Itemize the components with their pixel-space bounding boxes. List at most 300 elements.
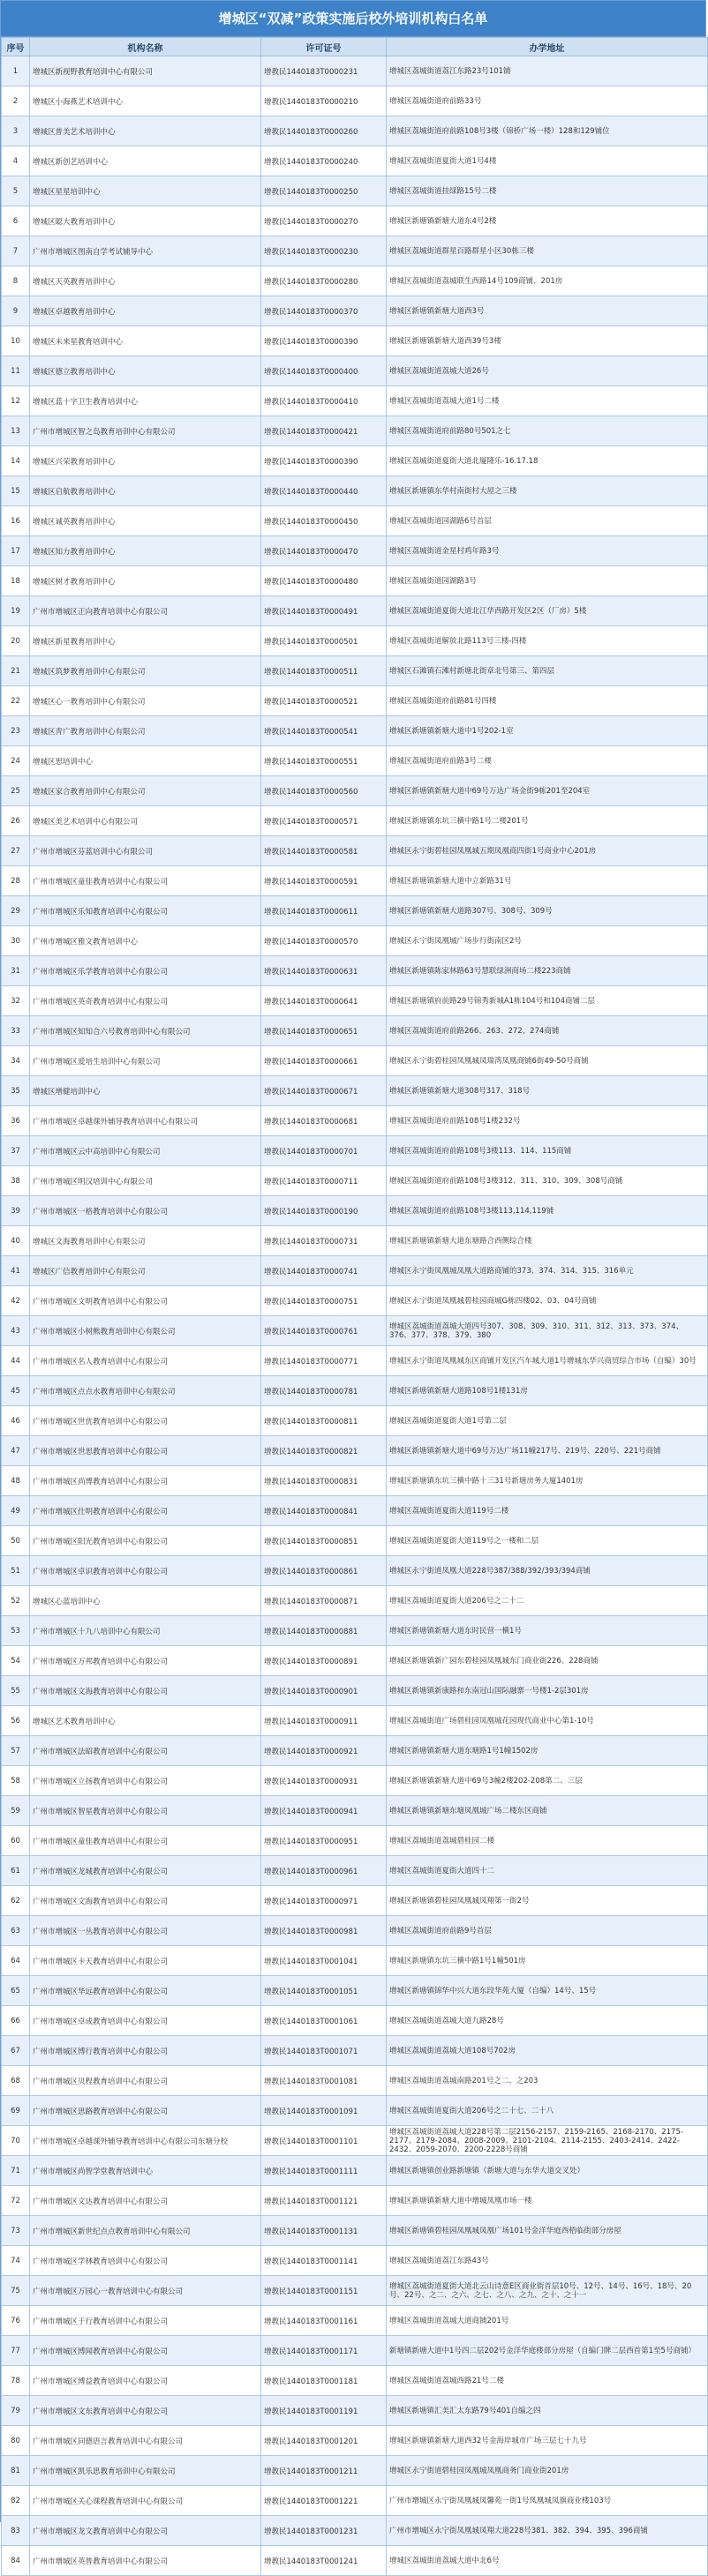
license-number: 增教民1440183T0001141 <box>261 2246 387 2276</box>
table-row <box>2 1226 708 1256</box>
row-index: 12 <box>2 386 30 416</box>
table-row <box>2 116 708 146</box>
row-index: 68 <box>2 2066 30 2096</box>
license-number: 增教民1440183T0000881 <box>261 1616 387 1646</box>
school-address: 增城区荔城街道荔城大道26号 <box>387 356 708 386</box>
table-row <box>2 1916 708 1946</box>
institution-name: 广州市增城区凯乐思教育培训中心有限公司 <box>30 2456 261 2486</box>
license-number: 增教民1440183T0000541 <box>261 716 387 746</box>
row-index: 26 <box>2 806 30 836</box>
license-number: 增教民1440183T0000631 <box>261 956 387 986</box>
row-index: 11 <box>2 356 30 386</box>
table-row <box>2 1976 708 2006</box>
license-number: 增教民1440183T0000771 <box>261 1346 387 1376</box>
table-row <box>2 1166 708 1196</box>
row-index: 43 <box>2 1316 30 1346</box>
row-index: 33 <box>2 1016 30 1046</box>
table-row <box>2 2096 708 2126</box>
row-index: 38 <box>2 1166 30 1196</box>
school-address: 增城区荔城街道夏街大道四十二 <box>387 1856 708 1886</box>
institution-name: 广州市增城区图南自学考试辅导中心 <box>30 236 261 266</box>
school-address: 增城区石滩镇石滩村新塘北街章北号第三、第四层 <box>387 656 708 686</box>
institution-name: 广州市增城区关心课程教育培训中心有限公司 <box>30 2486 261 2516</box>
table-row <box>2 1556 708 1586</box>
row-index: 27 <box>2 836 30 866</box>
table-row <box>2 536 708 566</box>
institution-name: 广州市增城区文海教育培训中心有限公司 <box>30 1676 261 1706</box>
institution-name: 广州市增城区一格教育培训中心有限公司 <box>30 1196 261 1226</box>
institution-name: 广州市增城区博行教育培训中心有限公司 <box>30 2036 261 2066</box>
school-address: 增城区荔城街道荔城大道228号第二层2156-2157、2159-2165、2168-2170、2175-2177、2179-2084、2008-2009、2101-2104、2114-2155、2403-2414、2422-2432、2059-2070、2200-2228号商铺 <box>387 2126 708 2156</box>
school-address: 增城区荔城街道解放北路113号三楼-四楼 <box>387 626 708 656</box>
row-index: 55 <box>2 1676 30 1706</box>
institution-name: 广州市增城区乐学教育培训中心有限公司 <box>30 956 261 986</box>
table-row <box>2 2366 708 2396</box>
school-address: 增城区新塘镇东华村南街村大屋之三楼 <box>387 476 708 506</box>
whitelist-table <box>1 37 708 2576</box>
row-index: 44 <box>2 1346 30 1376</box>
table-row <box>2 1016 708 1046</box>
school-address: 增城区荔城街道荔城西路21号二楼 <box>387 2366 708 2396</box>
table-row <box>2 1826 708 1856</box>
institution-name: 广州市增城区博益教育培训中心有限公司 <box>30 2366 261 2396</box>
table-row <box>2 1466 708 1496</box>
institution-name: 增城区未来星教育培训中心 <box>30 326 261 356</box>
row-index: 9 <box>2 296 30 326</box>
license-number: 增教民1440183T0000681 <box>261 1106 387 1136</box>
school-address: 增城区荔城街道荔江东路23号101铺 <box>387 56 708 86</box>
institution-name: 增城区增健培训中心 <box>30 1076 261 1106</box>
school-address: 增城区新塘镇府前路29号锦秀新城A1栋104号和104商铺二层 <box>387 986 708 1016</box>
institution-name: 广州市增城区法昭教育培训中心有限公司 <box>30 1736 261 1766</box>
row-index: 8 <box>2 266 30 296</box>
institution-name: 增城区家合教育培训中心有限公司 <box>30 776 261 806</box>
table-row <box>2 776 708 806</box>
school-address: 增城区荔城街道荔城南路201号之二、之203 <box>387 2066 708 2096</box>
license-number: 增教民1440183T0001161 <box>261 2306 387 2336</box>
license-number: 增教民1440183T0000611 <box>261 896 387 926</box>
license-number: 增教民1440183T0001101 <box>261 2126 387 2156</box>
license-number: 增教民1440183T0000841 <box>261 1496 387 1526</box>
row-index: 28 <box>2 866 30 896</box>
row-index: 22 <box>2 686 30 716</box>
institution-name: 广州市增城区龙城教育培训中心有限公司 <box>30 1856 261 1886</box>
school-address: 增城区荔城街道荔城碧桂园二楼 <box>387 1826 708 1856</box>
table-row <box>2 1676 708 1706</box>
table-row <box>2 2036 708 2066</box>
license-number: 增教民1440183T0001221 <box>261 2486 387 2516</box>
license-number: 增教民1440183T0000210 <box>261 86 387 116</box>
institution-name: 广州市增城区卓越课外辅导教育培训中心有限公司东塘分校 <box>30 2126 261 2156</box>
table-row <box>2 1766 708 1796</box>
institution-name: 增城区青广教育培训中心有限公司 <box>30 716 261 746</box>
institution-name: 广州市增城区童佳教育培训中心有限公司 <box>30 1826 261 1856</box>
table-row <box>2 1256 708 1286</box>
row-index: 48 <box>2 1466 30 1496</box>
license-number: 增教民1440183T0001231 <box>261 2516 387 2546</box>
school-address: 增城区新塘镇新塘大道中增城凤凰市场一楼 <box>387 2186 708 2216</box>
table-row <box>2 1526 708 1556</box>
row-index: 2 <box>2 86 30 116</box>
license-number: 增教民1440183T0000671 <box>261 1076 387 1106</box>
institution-name: 广州市增城区学林教育培训中心有限公司 <box>30 2246 261 2276</box>
table-row <box>2 836 708 866</box>
school-address: 增城区新塘镇汇美汇太东路79号401自编之四 <box>387 2396 708 2426</box>
table-row <box>2 176 708 206</box>
table-row <box>2 2456 708 2486</box>
school-address: 增城区荔城街道金星村鸡年路3号 <box>387 536 708 566</box>
row-index: 10 <box>2 326 30 356</box>
license-number: 增教民1440183T0000811 <box>261 1406 387 1436</box>
institution-name: 广州市增城区龙文教育培训中心有限公司 <box>30 2516 261 2546</box>
school-address: 广州市增城区永宁街凤凰城凤馨苑一街1号凤凰城凤旗商业楼103号 <box>387 2486 708 2516</box>
school-address: 增城区荔城街道群星百路群星小区30栋三楼 <box>387 236 708 266</box>
license-number: 增教民1440183T0001081 <box>261 2066 387 2096</box>
row-index: 47 <box>2 1436 30 1466</box>
license-number: 增教民1440183T0000761 <box>261 1316 387 1346</box>
row-index: 59 <box>2 1796 30 1826</box>
row-index: 66 <box>2 2006 30 2036</box>
institution-name: 广州市增城区尚博教育培训中心有限公司 <box>30 1466 261 1496</box>
school-address: 增城区荔城街道荔城大道商铺201号 <box>387 2306 708 2336</box>
table-row <box>2 2066 708 2096</box>
row-index: 6 <box>2 206 30 236</box>
school-address: 增城区新塘镇锦华中兴大道东段华苑大厦（自编）14号、15号 <box>387 1976 708 2006</box>
table-row <box>2 2426 708 2456</box>
table-row <box>2 56 708 86</box>
table-row <box>2 596 708 626</box>
table-row <box>2 1796 708 1826</box>
row-index: 71 <box>2 2156 30 2186</box>
table-row <box>2 296 708 326</box>
school-address: 增城区荔城街道荔城大道四号307、308、309、310、311、312、313、373、374、376、377、378、379、380 <box>387 1316 708 1346</box>
license-number: 增教民1440183T0000891 <box>261 1646 387 1676</box>
institution-name: 广州市增城区阳光教育培训中心有限公司 <box>30 1526 261 1556</box>
column-header-index: 序号 <box>2 38 30 56</box>
table-row <box>2 206 708 236</box>
institution-name: 增城区筑梦教育培训中心有限公司 <box>30 656 261 686</box>
school-address: 增城区荔城街道荔城大道中北6号 <box>387 2546 708 2576</box>
institution-name: 增城区诚英教育培训中心 <box>30 506 261 536</box>
table-row <box>2 806 708 836</box>
row-index: 73 <box>2 2216 30 2246</box>
license-number: 增教民1440183T0000521 <box>261 686 387 716</box>
table-row <box>2 1346 708 1376</box>
table-row <box>2 896 708 926</box>
institution-name: 增城区新星教育培训中心 <box>30 626 261 656</box>
institution-name: 广州市增城区文明教育培训中心有限公司 <box>30 1286 261 1316</box>
school-address: 增城区新塘镇新塘大道东塘路合西侧综合楼 <box>387 1226 708 1256</box>
institution-name: 增城区天英教育培训中心 <box>30 266 261 296</box>
row-index: 5 <box>2 176 30 206</box>
institution-name: 增城区知力教育培训中心 <box>30 536 261 566</box>
license-number: 增教民1440183T0000651 <box>261 1016 387 1046</box>
table-row <box>2 386 708 416</box>
school-address: 增城区永宁街碧桂园凤凰城五期凤凰商四街1号商业中心201房 <box>387 836 708 866</box>
school-address: 增城区荔城街道夏街大道206号之二十二 <box>387 1586 708 1616</box>
institution-name: 增城区心蓝培训中心 <box>30 1586 261 1616</box>
table-row <box>2 2006 708 2036</box>
license-number: 增教民1440183T0000400 <box>261 356 387 386</box>
row-index: 14 <box>2 446 30 476</box>
table-row <box>2 2486 708 2516</box>
row-index: 51 <box>2 1556 30 1586</box>
school-address: 增城区新塘镇新广园东碧桂园凤凰城东门商业街226、228商铺 <box>387 1646 708 1676</box>
table-row <box>2 2306 708 2336</box>
license-number: 增教民1440183T0000941 <box>261 1796 387 1826</box>
license-number: 增教民1440183T0001151 <box>261 2276 387 2306</box>
row-index: 77 <box>2 2336 30 2366</box>
table-row <box>2 446 708 476</box>
institution-name: 广州市增城区思路教育培训中心有限公司 <box>30 2096 261 2126</box>
license-number: 增教民1440183T0000470 <box>261 536 387 566</box>
table-row <box>2 1706 708 1736</box>
institution-name: 广州市增城区文东教育培训中心有限公司 <box>30 2396 261 2426</box>
institution-name: 增城区新创艺培训中心 <box>30 146 261 176</box>
school-address: 增城区新塘镇新塘大道东时民营一横1号 <box>387 1616 708 1646</box>
row-index: 64 <box>2 1946 30 1976</box>
license-number: 增教民1440183T0000731 <box>261 1226 387 1256</box>
school-address: 增城区新塘镇东坑三横中路十三31号新塘房务大厦1401房 <box>387 1466 708 1496</box>
license-number: 增教民1440183T0000511 <box>261 656 387 686</box>
license-number: 增教民1440183T0001061 <box>261 2006 387 2036</box>
institution-name: 广州市增城区智之岛教育培训中心有限公司 <box>30 416 261 446</box>
license-number: 增教民1440183T0000871 <box>261 1586 387 1616</box>
school-address: 增城区荔城街道府前路33号 <box>387 86 708 116</box>
row-index: 49 <box>2 1496 30 1526</box>
license-number: 增教民1440183T0000831 <box>261 1466 387 1496</box>
table-row <box>2 2186 708 2216</box>
school-address: 增城区荔城街道广场碧桂园凤凰城花园现代商业中心第1-10号 <box>387 1706 708 1736</box>
license-number: 增教民1440183T0000741 <box>261 1256 387 1286</box>
row-index: 56 <box>2 1706 30 1736</box>
license-number: 增教民1440183T0000390 <box>261 326 387 356</box>
row-index: 63 <box>2 1916 30 1946</box>
institution-name: 广州市增城区童佳教育培训中心有限公司 <box>30 866 261 896</box>
institution-name: 广州市增城区名人教育培训中心有限公司 <box>30 1346 261 1376</box>
row-index: 75 <box>2 2276 30 2306</box>
table-row <box>2 2396 708 2426</box>
row-index: 19 <box>2 596 30 626</box>
license-number: 增教民1440183T0000570 <box>261 926 387 956</box>
license-number: 增教民1440183T0000260 <box>261 116 387 146</box>
row-index: 83 <box>2 2516 30 2546</box>
license-number: 增教民1440183T0000421 <box>261 416 387 446</box>
license-number: 增教民1440183T0000901 <box>261 1676 387 1706</box>
institution-name: 增城区文海教育培训中心有限公司 <box>30 1226 261 1256</box>
table-row <box>2 1106 708 1136</box>
row-index: 37 <box>2 1136 30 1166</box>
license-number: 增教民1440183T0000560 <box>261 776 387 806</box>
school-address: 增城区荔城街道荔城大道1号二楼 <box>387 386 708 416</box>
school-address: 增城区新塘镇新塘大道东4号2楼 <box>387 206 708 236</box>
row-index: 46 <box>2 1406 30 1436</box>
table-row <box>2 2546 708 2576</box>
school-address: 增城区荔城街道府前路80号501之七 <box>387 416 708 446</box>
institution-name: 广州市增城区于行教育培训中心有限公司 <box>30 2306 261 2336</box>
table-row <box>2 1316 708 1346</box>
institution-name: 增城区树才教育培训中心 <box>30 566 261 596</box>
row-index: 50 <box>2 1526 30 1556</box>
institution-name: 广州市增城区英奇教育培训中心有限公司 <box>30 986 261 1016</box>
table-row <box>2 1646 708 1676</box>
school-address: 增城区新塘镇创业路新塘镇（新塘大道与东华大道交叉处） <box>387 2156 708 2186</box>
row-index: 62 <box>2 1886 30 1916</box>
institution-name: 广州市增城区十九八培训中心有限公司 <box>30 1616 261 1646</box>
school-address: 增城区新塘镇新塘大道路108号1楼131房 <box>387 1376 708 1406</box>
license-number: 增教民1440183T0000440 <box>261 476 387 506</box>
license-number: 增教民1440183T0000390 <box>261 446 387 476</box>
institution-name: 广州市增城区同德语言教育培训中心有限公司 <box>30 2426 261 2456</box>
table-row <box>2 926 708 956</box>
license-number: 增教民1440183T0000751 <box>261 1286 387 1316</box>
table-row <box>2 866 708 896</box>
school-address: 增城区新塘镇新塘大道中69号3幢2楼202-208第二、三层 <box>387 1766 708 1796</box>
school-address: 增城区新塘镇新塘东塘凤凰城广场二楼东区商铺 <box>387 1796 708 1826</box>
institution-name: 增城区普美艺术培训中心 <box>30 116 261 146</box>
table-row <box>2 566 708 596</box>
license-number: 增教民1440183T0000190 <box>261 1196 387 1226</box>
institution-name: 广州市增城区知知合六号教育培训中心有限公司 <box>30 1016 261 1046</box>
institution-name: 广州市增城区智星教育培训中心有限公司 <box>30 1796 261 1826</box>
table-row <box>2 956 708 986</box>
license-number: 增教民1440183T0001051 <box>261 1976 387 2006</box>
institution-name: 广州市增城区万邦教育培训中心有限公司 <box>30 1646 261 1676</box>
row-index: 1 <box>2 56 30 86</box>
school-address: 增城区新塘镇陈家林路63号慧联绿洲商场二楼223商铺 <box>387 956 708 986</box>
table-row <box>2 416 708 446</box>
license-number: 增教民1440183T0000971 <box>261 1886 387 1916</box>
institution-name: 增城区心一教育培训中心有限公司 <box>30 686 261 716</box>
table-row <box>2 1286 708 1316</box>
row-index: 16 <box>2 506 30 536</box>
row-index: 70 <box>2 2126 30 2156</box>
school-address: 增城区荔城街道府前路81号四楼 <box>387 686 708 716</box>
row-index: 3 <box>2 116 30 146</box>
school-address: 增城区荔城街道夏街大道1号4楼 <box>387 146 708 176</box>
school-address: 增城区荔城街道府前路108号3楼113、114、115商铺 <box>387 1136 708 1166</box>
row-index: 61 <box>2 1856 30 1886</box>
license-number: 增教民1440183T0000931 <box>261 1766 387 1796</box>
document-title: 增城区“双减”政策实施后校外培训机构白名单 <box>1 1 705 37</box>
table-row <box>2 1586 708 1616</box>
license-number: 增教民1440183T0000851 <box>261 1526 387 1556</box>
license-number: 增教民1440183T0000591 <box>261 866 387 896</box>
row-index: 39 <box>2 1196 30 1226</box>
institution-name: 增城区卓越教育培训中心 <box>30 296 261 326</box>
row-index: 21 <box>2 656 30 686</box>
school-address: 增城区荔城街道荔城大道108号702房 <box>387 2036 708 2066</box>
table-row <box>2 1616 708 1646</box>
institution-name: 增城区新视野教育培训中心有限公司 <box>30 56 261 86</box>
table-row <box>2 986 708 1016</box>
row-index: 53 <box>2 1616 30 1646</box>
institution-name: 增城区启航教育培训中心 <box>30 476 261 506</box>
school-address: 增城区荔城街道荔城联生西路14号109商铺、201房 <box>387 266 708 296</box>
school-address: 增城区新塘镇新塘大道中69号万达广场11幢217号、219号、220号、221号商铺 <box>387 1436 708 1466</box>
institution-name: 广州市增城区尚智学堂教育培训中心 <box>30 2156 261 2186</box>
license-number: 增教民1440183T0000861 <box>261 1556 387 1586</box>
row-index: 7 <box>2 236 30 266</box>
license-number: 增教民1440183T0000961 <box>261 1856 387 1886</box>
school-address: 增城区新塘镇新康路和东南冠山国际融寨一号楼1-2层301房 <box>387 1676 708 1706</box>
row-index: 58 <box>2 1766 30 1796</box>
license-number: 增教民1440183T0001181 <box>261 2366 387 2396</box>
table-row <box>2 2156 708 2186</box>
school-address: 增城区永宁街道碧桂园凤凰城凤凰商务门商业街201房 <box>387 2456 708 2486</box>
institution-name: 广州市增城区明汉培训中心有限公司 <box>30 1166 261 1196</box>
table-row <box>2 1856 708 1886</box>
school-address: 增城区荔城街道夏街大道北江华西路开发区2区（厂房）5楼 <box>387 596 708 626</box>
table-body <box>2 56 708 2576</box>
school-address: 增城区荔城街道府前路9号首层 <box>387 1916 708 1946</box>
table-row <box>2 2246 708 2276</box>
license-number: 增教民1440183T0000501 <box>261 626 387 656</box>
license-number: 增教民1440183T0001121 <box>261 2186 387 2216</box>
row-index: 81 <box>2 2456 30 2486</box>
license-number: 增教民1440183T0001191 <box>261 2396 387 2426</box>
license-number: 增教民1440183T0000911 <box>261 1706 387 1736</box>
row-index: 34 <box>2 1046 30 1076</box>
license-number: 增教民1440183T0001041 <box>261 1946 387 1976</box>
institution-name: 广州市增城区卡天教育培训中心有限公司 <box>30 1946 261 1976</box>
table-row <box>2 236 708 266</box>
institution-name: 广州市增城区卓越课外辅导教育培训中心有限公司 <box>30 1106 261 1136</box>
table-row <box>2 716 708 746</box>
school-address: 增城区荔城街道夏街大道北云山诗意E区商业街首层10号、12号、14号、16号、18号、20号、22号、之二、之六、之七、之八、之九、之十、之十一 <box>387 2276 708 2306</box>
institution-name: 广州市增城区文达教育培训中心有限公司 <box>30 2186 261 2216</box>
institution-name: 广州市增城区点点水教育培训中心有限公司 <box>30 1376 261 1406</box>
school-address: 增城区荔城街道夏街大道119号二楼 <box>387 1496 708 1526</box>
license-number: 增教民1440183T0000250 <box>261 176 387 206</box>
institution-name: 广州市增城区雅文教育培训中心 <box>30 926 261 956</box>
license-number: 增教民1440183T0000231 <box>261 56 387 86</box>
table-row <box>2 1946 708 1976</box>
institution-name: 广州市增城区仕明教育培训中心有限公司 <box>30 1496 261 1526</box>
table-row <box>2 2516 708 2546</box>
institution-name: 增城区小海燕艺术培训中心 <box>30 86 261 116</box>
row-index: 15 <box>2 476 30 506</box>
institution-name: 广州市增城区世优教育培训中心有限公司 <box>30 1406 261 1436</box>
license-number: 增教民1440183T0001211 <box>261 2456 387 2486</box>
institution-name: 广州市增城区万园心一教育培训中心有限公司 <box>30 2276 261 2306</box>
table-row <box>2 1496 708 1526</box>
institution-name: 增城区美艺术培训中心有限公司 <box>30 806 261 836</box>
row-index: 69 <box>2 2096 30 2126</box>
school-address: 增城区新塘镇新塘大道西39号3楼 <box>387 326 708 356</box>
table-row <box>2 1046 708 1076</box>
row-index: 31 <box>2 956 30 986</box>
table-row <box>2 2216 708 2246</box>
table-row <box>2 2126 708 2156</box>
row-index: 18 <box>2 566 30 596</box>
institution-name: 增城区艺术教育培训中心 <box>30 1706 261 1736</box>
table-row <box>2 476 708 506</box>
table-row <box>2 1406 708 1436</box>
license-number: 增教民1440183T0000921 <box>261 1736 387 1766</box>
table-row <box>2 146 708 176</box>
institution-name: 广州市增城区世思教育培训中心有限公司 <box>30 1436 261 1466</box>
institution-name: 广州市增城区卓成教育培训中心有限公司 <box>30 2006 261 2036</box>
row-index: 23 <box>2 716 30 746</box>
institution-name: 广州市增城区立扬教育培训中心有限公司 <box>30 1766 261 1796</box>
school-address: 增城区新塘镇新塘大道路307号、308号、309号 <box>387 896 708 926</box>
license-number: 增教民1440183T0000581 <box>261 836 387 866</box>
license-number: 增教民1440183T0000240 <box>261 146 387 176</box>
institution-name: 广州市增城区新世纪点点教育培训中心有限公司 <box>30 2216 261 2246</box>
row-index: 79 <box>2 2396 30 2426</box>
license-number: 增教民1440183T0000480 <box>261 566 387 596</box>
